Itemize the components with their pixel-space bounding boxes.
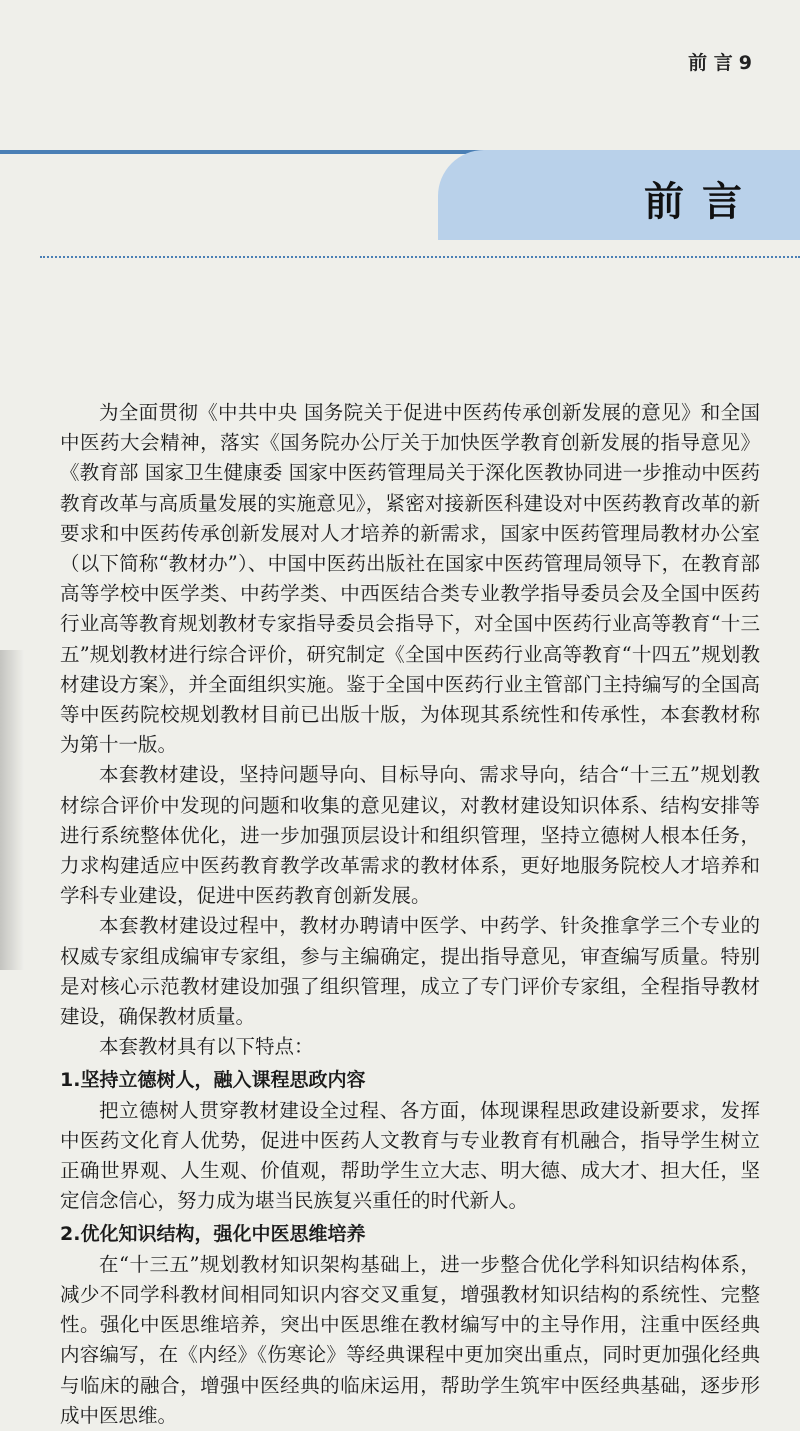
section-heading: 2.优化知识结构，强化中医思维培养 — [60, 1223, 366, 1246]
paragraph: 本套教材建设，坚持问题导向、目标导向、需求导向，结合“十三五”规划教材综合评价中发现的问题和收集的意见建议，对教材建设知识体系、结构安排等进行系统整体优化，进一步加强顶层设计和组织管理，坚持立德树人根本任务，力求构建适应中医药教育教学改革需求的教材体系，更好地服务院校人才培养和学科专业建设，促进中医药教育创新发展。 — [60, 763, 760, 908]
paragraph: 本套教材具有以下特点： — [99, 1035, 314, 1059]
chapter-title: 前言 — [644, 179, 760, 225]
paragraph: 在“十三五”规划教材知识架构基础上，进一步整合优化学科知识结构体系，减少不同学科教材间相同知识内容交叉重复，增强教材知识结构的系统性、完整性。强化中医思维培养，突出中医思维在教材编写中的主导作用，注重中医经典内容编写，在《内经》《伤寒论》等经典课程中更加突出重点，同时更加强化经典与临床的融合，增强中医经典的临床运用，帮助学生筑牢中医经典基础，逐步形成中医思维。 — [60, 1252, 760, 1427]
paragraph: 为全面贯彻《中共中央 国务院关于促进中医药传承创新发展的意见》和全国中医药大会精神，落实《国务院办公厅关于加快医学教育创新发展的指导意见》《教育部 国家卫生健康委 国家中医药管理局关于深化医教协同进一步推动中医药教育改革与高质量发展的实施意见》，紧密对接新医科建设对中医药教育改革的新要求和中医药传承创新发展对人才培养的新需求，国家中医药管理局教材办公室（以下简称“教材办”）、中国中医药出版社在国家中医药管理局领导下，在教育部高等学校中医学类、中药学类、中西医结合类专业教学指导委员会及全国中医药行业高等教育规划教材专家指导委员会指导下，对全国中医药行业高等教育“十三五”规划教材进行综合评价，研究制定《全国中医药行业高等教育“十四五”规划教材建设方案》，并全面组织实施。鉴于全国中医药行业主管部门主持编写的全国高等中医药院校规划教材目前已出版十版，为体现其系统性和传承性，本套教材称为第十一版。 — [60, 401, 760, 757]
running-header-label: 前 言 — [688, 52, 733, 74]
binding-shadow — [0, 650, 24, 970]
title-divider — [40, 256, 800, 258]
paragraph: 本套教材建设过程中，教材办聘请中医学、中药学、针灸推拿学三个专业的权威专家组成编审专家组，参与主编确定，提出指导意见，审查编写质量。特别是对核心示范教材建设加强了组织管理，成立了专门评价专家组，全程指导教材建设，确保教材质量。 — [60, 914, 760, 1029]
body-text — [60, 398, 760, 1431]
running-header — [688, 48, 752, 75]
page-number: 9 — [738, 52, 752, 74]
paragraph: 把立德树人贯穿教材建设全过程、各方面，体现课程思政建设新要求，发挥中医药文化育人优势，促进中医药人文教育与专业教育有机融合，指导学生树立正确世界观、人生观、价值观，帮助学生立大志、明大德、成大才、担大任，坚定信念信心，努力成为堪当民族复兴重任的时代新人。 — [60, 1098, 760, 1213]
section-heading: 1.坚持立德树人，融入课程思政内容 — [60, 1069, 366, 1092]
